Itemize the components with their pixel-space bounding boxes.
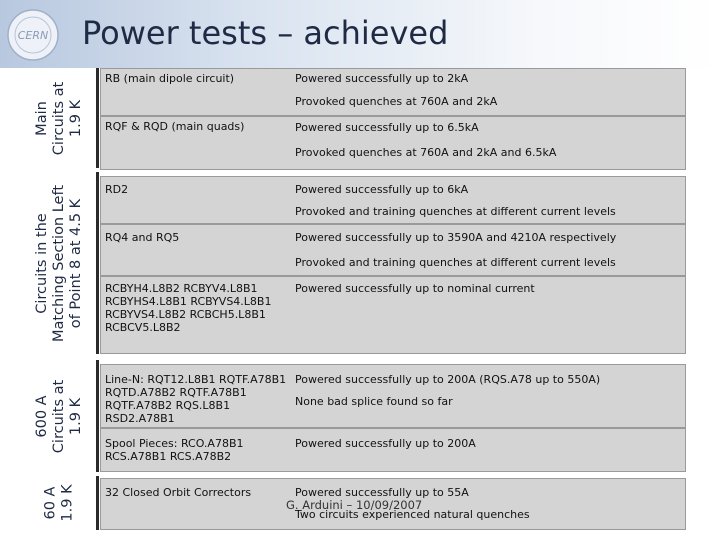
- sidebar-600a-line-1: 600 A: [34, 394, 51, 438]
- cern-logo: [6, 8, 60, 62]
- result-line: Powered successfully up to 3590A and 4210A respectively: [295, 231, 617, 244]
- table-row: [100, 116, 686, 170]
- result-line: Provoked quenches at 760A and 2kA and 6.5kA: [295, 146, 557, 159]
- sidebar-divider-60a: [96, 476, 99, 530]
- result-line: Powered successfully up to 200A (RQS.A78 up to 550A): [295, 373, 601, 386]
- sidebar-600a-circuits: [24, 360, 96, 472]
- sidebar-matching-line-3: of Point 8 at 4.5 K: [68, 198, 85, 328]
- result-line: Provoked and training quenches at different current levels: [295, 205, 616, 218]
- sidebar-matching-line-1: Circuits in the: [34, 212, 51, 314]
- sidebar-60a-circuits: [24, 476, 96, 530]
- result-line: Powered successfully up to 6kA: [295, 183, 469, 196]
- table-row: [100, 176, 686, 224]
- result-line: Powered successfully up to 55A: [295, 486, 469, 499]
- sidebar-main-line-2: Circuits at: [51, 81, 68, 155]
- sidebar-60a-line-1: 60 A: [43, 486, 59, 520]
- result-line: Powered successfully up to 200A: [295, 437, 476, 450]
- sidebar-matching-section: [24, 172, 96, 354]
- circuit-name: Line-N: RQT12.L8B1 RQTF.A78B1 RQTD.A78B2 RQTF.A78B1 RQTF.A78B2 RQS.L8B1 RSD2.A78B1: [105, 373, 287, 425]
- sidebar-divider-600a: [96, 360, 99, 472]
- table-row: [100, 428, 686, 472]
- sidebar-main-circuits: [24, 68, 96, 168]
- circuit-name: Spool Pieces: RCO.A78B1 RCS.A78B1 RCS.A78B2: [105, 437, 244, 463]
- result-line: Powered successfully up to 2kA: [295, 72, 469, 85]
- result-line: Provoked quenches at 760A and 2kA: [295, 95, 498, 108]
- table-row: [100, 68, 686, 116]
- sidebar-600a-line-3: 1.9 K: [68, 397, 85, 435]
- circuit-name: RQF & RQD (main quads): [105, 120, 245, 133]
- footer-author-date: G. Arduini – 10/09/2007: [286, 498, 423, 512]
- result-line: Provoked and training quenches at different current levels: [295, 256, 616, 269]
- sidebar-600a-line-2: Circuits at: [51, 379, 68, 453]
- circuit-name: 32 Closed Orbit Correctors: [105, 486, 252, 499]
- circuit-name: RCBYH4.L8B2 RCBYV4.L8B1 RCBYHS4.L8B1 RCBYVS4.L8B1 RCBYVS4.L8B2 RCBCH5.L8B1 RCBCV5.L8B2: [105, 282, 272, 334]
- sidebar-60a-line-2: 1.9 K: [60, 484, 76, 522]
- table-row: [100, 224, 686, 276]
- sidebar-matching-line-2: Matching Section Left: [51, 184, 68, 342]
- table-row: [100, 364, 686, 428]
- svg-text:CERN: CERN: [17, 29, 49, 42]
- circuit-name: RB (main dipole circuit): [105, 72, 235, 85]
- sidebar-main-line-3: 1.9 K: [68, 99, 85, 137]
- sidebar-main-line-1: Main: [34, 100, 51, 136]
- page-title: Power tests – achieved: [82, 14, 449, 52]
- circuit-name: RQ4 and RQ5: [105, 231, 180, 244]
- table-row: [100, 276, 686, 354]
- sidebar-divider-matching: [96, 172, 99, 354]
- result-line: None bad splice found so far: [295, 395, 453, 408]
- result-line: Powered successfully up to 6.5kA: [295, 121, 479, 134]
- circuit-name: RD2: [105, 183, 129, 196]
- sidebar-divider-main: [96, 68, 99, 168]
- result-line: Two circuits experienced natural quenches: [295, 508, 530, 521]
- result-line: Powered successfully up to nominal current: [295, 282, 535, 295]
